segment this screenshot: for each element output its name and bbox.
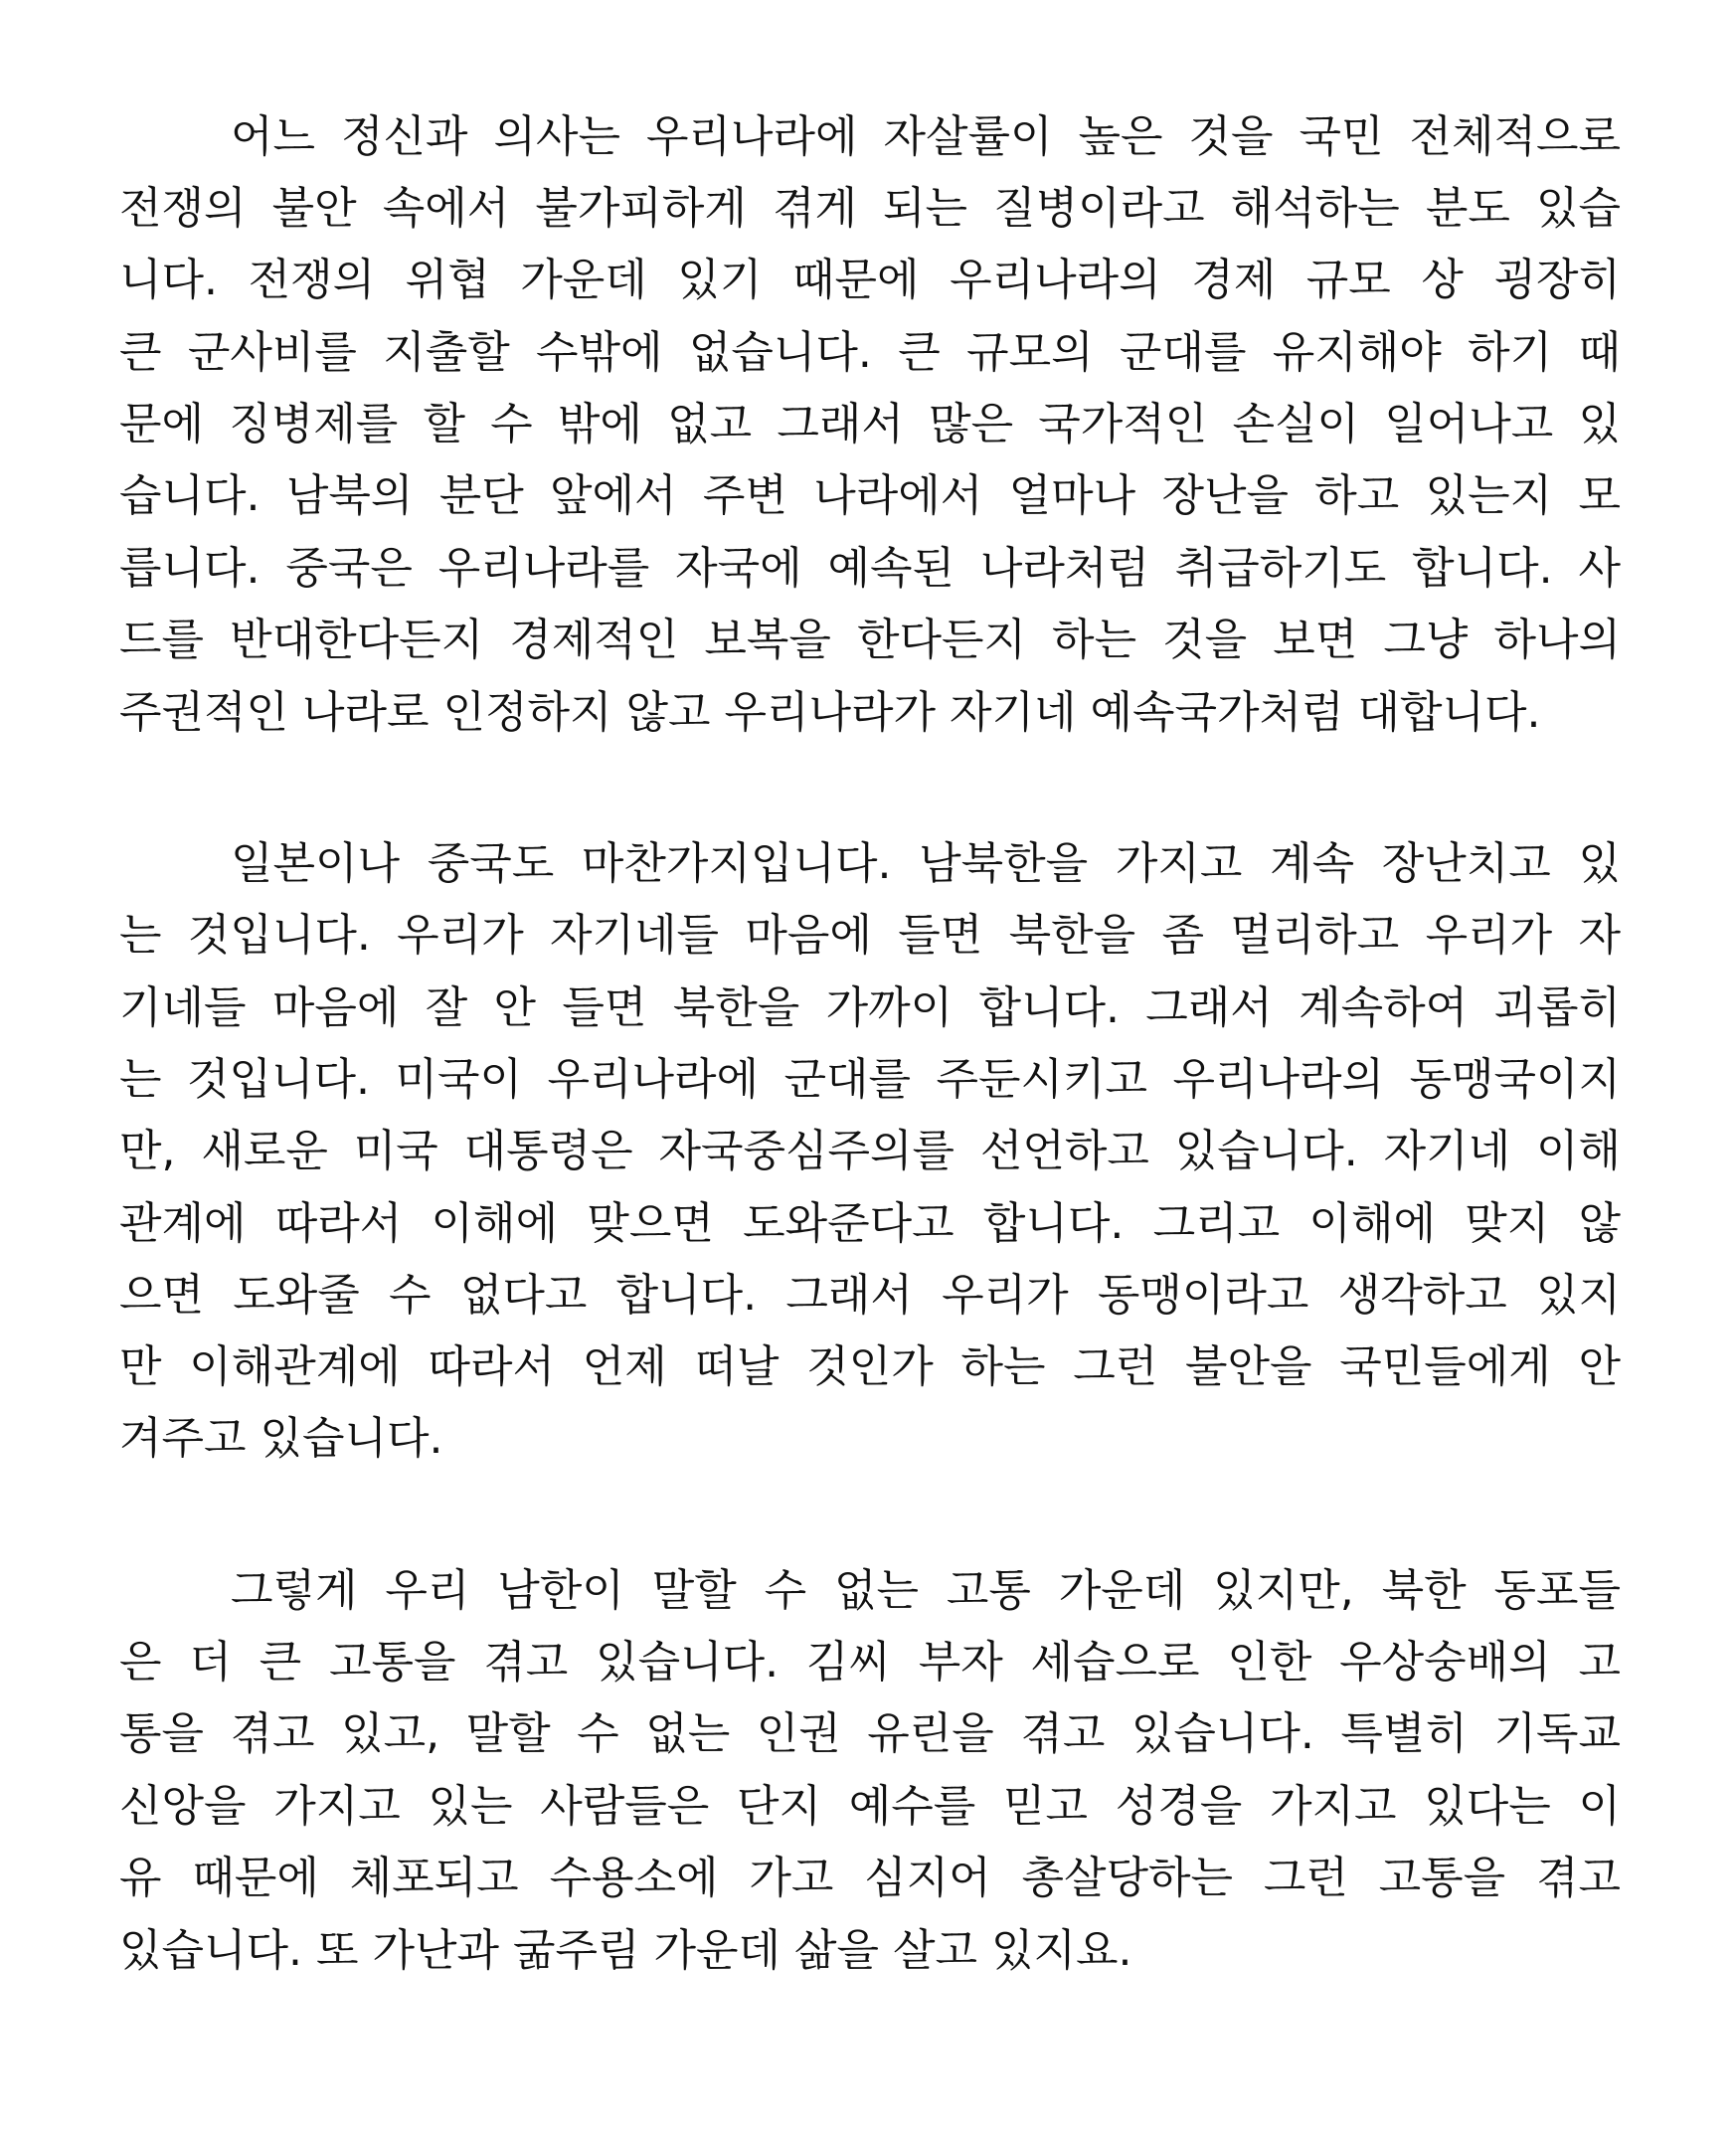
- text-line: 있습니다. 또 가난과 굶주림 가운데 삶을 살고 있지요.: [119, 1925, 1132, 1976]
- text-line: 그렇게 우리 남한이 말할 수 없는 고통 가운데 있지만, 북한 동포들: [231, 1565, 1621, 1616]
- text-line: 통을 겪고 있고, 말할 수 없는 인권 유린을 겪고 있습니다. 특별히 기독교: [119, 1708, 1621, 1759]
- text-line: 큰 군사비를 지출할 수밖에 없습니다. 큰 규모의 군대를 유지해야 하기 때: [119, 327, 1621, 378]
- text-line: 어느 정신과 의사는 우리나라에 자살률이 높은 것을 국민 전체적으로: [231, 111, 1621, 162]
- text-line: 유 때문에 체포되고 수용소에 가고 심지어 총살당하는 그런 고통을 겪고: [119, 1853, 1621, 1903]
- text-line: 만, 새로운 미국 대통령은 자국중심주의를 선언하고 있습니다. 자기네 이해: [119, 1126, 1621, 1176]
- text-line: 주권적인 나라로 인정하지 않고 우리나라가 자기네 예속국가처럼 대합니다.: [119, 687, 1541, 738]
- text-line: 릅니다. 중국은 우리나라를 자국에 예속된 나라처럼 취급하기도 합니다. 사: [119, 543, 1621, 594]
- text-line: 니다. 전쟁의 위협 가운데 있기 때문에 우리나라의 경제 규모 상 굉장히: [119, 255, 1621, 305]
- text-line: 신앙을 가지고 있는 사람들은 단지 예수를 믿고 성경을 가지고 있다는 이: [119, 1781, 1621, 1832]
- text-line: 기네들 마음에 잘 안 들면 북한을 가까이 합니다. 그래서 계속하여 괴롭히: [119, 982, 1621, 1033]
- text-line: 은 더 큰 고통을 겪고 있습니다. 김씨 부자 세습으로 인한 우상숭배의 고: [119, 1637, 1621, 1687]
- text-line: 전쟁의 불안 속에서 불가피하게 겪게 되는 질병이라고 해석하는 분도 있습: [119, 183, 1621, 234]
- text-line: 는 것입니다. 미국이 우리나라에 군대를 주둔시키고 우리나라의 동맹국이지: [119, 1054, 1621, 1105]
- text-line: 드를 반대한다든지 경제적인 보복을 한다든지 하는 것을 보면 그냥 하나의: [119, 615, 1621, 665]
- text-line: 일본이나 중국도 마찬가지입니다. 남북한을 가지고 계속 장난치고 있: [231, 838, 1621, 889]
- text-line: 만 이해관계에 따라서 언제 떠날 것인가 하는 그런 불안을 국민들에게 안: [119, 1341, 1621, 1392]
- text-line: 겨주고 있습니다.: [119, 1413, 443, 1464]
- text-line: 관계에 따라서 이해에 맞으면 도와준다고 합니다. 그리고 이해에 맞지 않: [119, 1198, 1621, 1249]
- text-line: 는 것입니다. 우리가 자기네들 마음에 들면 북한을 좀 멀리하고 우리가 자: [119, 910, 1621, 961]
- text-line: 습니다. 남북의 분단 앞에서 주변 나라에서 얼마나 장난을 하고 있는지 모: [119, 470, 1621, 521]
- text-line: 으면 도와줄 수 없다고 합니다. 그래서 우리가 동맹이라고 생각하고 있지: [119, 1270, 1621, 1321]
- text-line: 문에 징병제를 할 수 밖에 없고 그래서 많은 국가적인 손실이 일어나고 있: [119, 399, 1621, 449]
